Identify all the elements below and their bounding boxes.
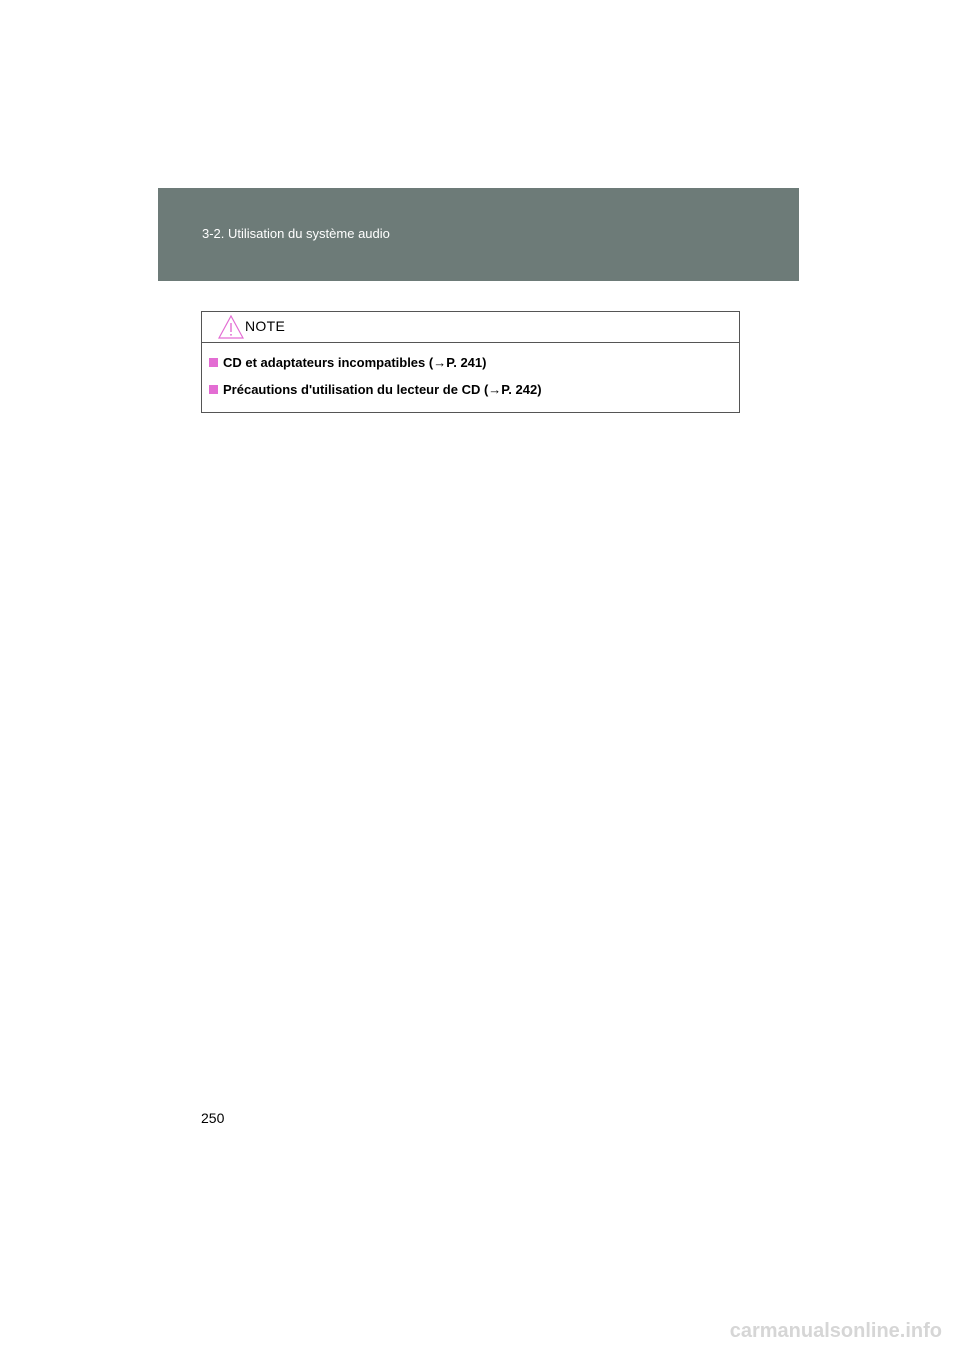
arrow-icon: → [433, 355, 447, 370]
page-number: 250 [201, 1110, 225, 1126]
note-item-incompatible-cd [209, 355, 486, 370]
section-title: 3-2. Utilisation du système audio [202, 226, 390, 241]
page-reference-link[interactable]: P. 242) [501, 382, 542, 397]
square-bullet-icon [209, 385, 218, 394]
note-item-label: Précautions d'utilisation du lecteur de CD ( [223, 382, 489, 397]
arrow-icon: → [488, 382, 502, 397]
note-title: NOTE [245, 318, 286, 334]
note-box [201, 311, 740, 413]
warning-icon [218, 315, 244, 339]
note-item-cd-player-precautions [209, 382, 542, 397]
note-item-label: CD et adaptateurs incompatibles ( [223, 355, 434, 370]
page-reference-link[interactable]: P. 241) [446, 355, 487, 370]
note-header [202, 312, 739, 343]
square-bullet-icon [209, 358, 218, 367]
section-header-band [158, 188, 799, 281]
watermark: carmanualsonline.info [729, 1320, 942, 1342]
